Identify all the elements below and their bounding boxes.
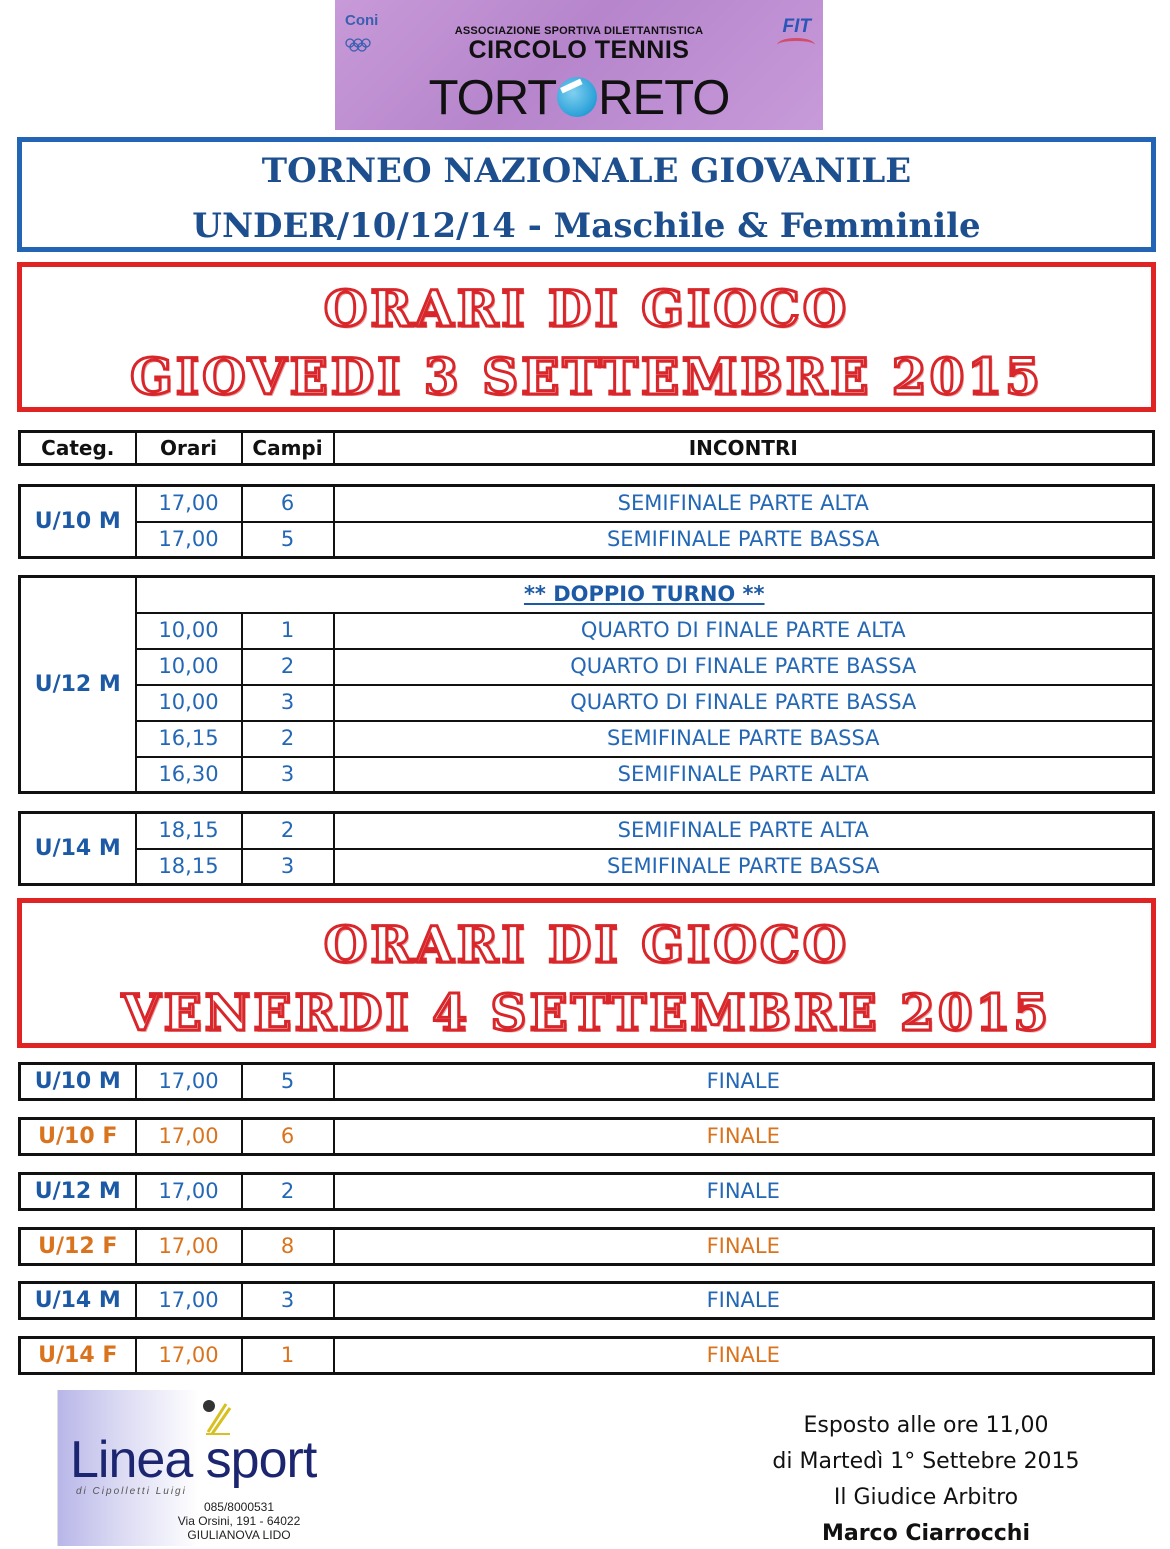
u12m-day1-table <box>18 575 1155 794</box>
court-cell: 2 <box>242 1174 334 1210</box>
posted-note <box>740 1410 1112 1549</box>
tennis-ball-icon <box>557 77 597 117</box>
category-cell: U/10 M <box>20 486 136 558</box>
tournament-title-box <box>17 137 1156 252</box>
day2-heading: ORARI DI GIOCO <box>323 915 850 974</box>
table-row <box>20 757 1154 793</box>
match-cell: QUARTO DI FINALE PARTE BASSA <box>334 685 1154 721</box>
table-row <box>20 1119 1154 1155</box>
category-cell: U/10 F <box>20 1119 136 1155</box>
town-name-right: RETO <box>598 71 730 125</box>
time-cell: 17,00 <box>136 1283 242 1319</box>
category-cell: U/12 M <box>20 1174 136 1210</box>
table-row <box>20 486 1154 522</box>
table-row <box>20 1174 1154 1210</box>
day1-heading: ORARI DI GIOCO <box>323 279 850 338</box>
category-cell: U/14 M <box>20 1283 136 1319</box>
time-cell: 18,15 <box>136 813 242 849</box>
time-cell: 17,00 <box>136 1174 242 1210</box>
court-cell: 8 <box>242 1229 334 1265</box>
u14m-day1-table <box>18 811 1155 886</box>
final-u14f-table <box>18 1336 1155 1375</box>
club-name: CIRCOLO TENNIS <box>468 36 690 64</box>
court-cell: 2 <box>242 721 334 757</box>
court-cell: 6 <box>242 486 334 522</box>
time-cell: 10,00 <box>136 649 242 685</box>
posted-line-3: Il Giudice Arbitro <box>833 1485 1019 1510</box>
category-cell: U/14 F <box>20 1338 136 1374</box>
time-cell: 10,00 <box>136 613 242 649</box>
category-cell: U/12 M <box>20 577 136 793</box>
referee-name: Marco Ciarrocchi <box>821 1521 1031 1546</box>
table-row <box>20 522 1154 558</box>
day2-heading-box <box>17 898 1156 1048</box>
court-cell: 3 <box>242 849 334 885</box>
match-cell: FINALE <box>334 1064 1154 1100</box>
table-row <box>20 1283 1154 1319</box>
time-cell: 17,00 <box>136 1338 242 1374</box>
table-row <box>20 613 1154 649</box>
final-u10f-table <box>18 1117 1155 1156</box>
association-label: ASSOCIAZIONE SPORTIVA DILETTANTISTICA <box>454 25 704 37</box>
posted-line-2: di Martedì 1° Settebre 2015 <box>772 1449 1080 1474</box>
category-cell: U/12 F <box>20 1229 136 1265</box>
court-cell: 1 <box>242 1338 334 1374</box>
match-cell: QUARTO DI FINALE PARTE BASSA <box>334 649 1154 685</box>
table-row <box>20 1064 1154 1100</box>
sponsor-city: GIULIANOVA LIDO <box>187 1528 291 1542</box>
table-row <box>20 1229 1154 1265</box>
time-cell: 17,00 <box>136 1229 242 1265</box>
day1-heading-box <box>17 262 1156 412</box>
sponsor-owner: di Cipolletti Luigi <box>76 1486 187 1497</box>
match-cell: FINALE <box>334 1338 1154 1374</box>
u10m-day1-table <box>18 484 1155 559</box>
town-name <box>335 70 823 126</box>
column-header-incontri: INCONTRI <box>334 432 1154 465</box>
final-u10m-table <box>18 1062 1155 1101</box>
time-cell: 16,15 <box>136 721 242 757</box>
club-logo <box>335 0 823 130</box>
sponsor-brand: Linea sport <box>70 1431 317 1489</box>
match-cell: FINALE <box>334 1119 1154 1155</box>
match-cell: SEMIFINALE PARTE BASSA <box>334 721 1154 757</box>
match-cell: SEMIFINALE PARTE BASSA <box>334 522 1154 558</box>
table-row <box>20 649 1154 685</box>
time-cell: 17,00 <box>136 522 242 558</box>
match-cell: FINALE <box>334 1283 1154 1319</box>
court-cell: 1 <box>242 613 334 649</box>
court-cell: 5 <box>242 522 334 558</box>
time-cell: 18,15 <box>136 849 242 885</box>
final-u12f-table <box>18 1227 1155 1266</box>
time-cell: 16,30 <box>136 757 242 793</box>
final-u12m-table <box>18 1172 1155 1211</box>
time-cell: 17,00 <box>136 1064 242 1100</box>
time-cell: 10,00 <box>136 685 242 721</box>
match-cell: FINALE <box>334 1174 1154 1210</box>
final-u14m-table <box>18 1281 1155 1320</box>
column-header-categ: Categ. <box>20 432 136 465</box>
coni-logo-text: Coni <box>345 12 379 29</box>
table-row <box>20 813 1154 849</box>
table-row <box>20 721 1154 757</box>
column-header-orari: Orari <box>136 432 242 465</box>
category-cell: U/14 M <box>20 813 136 885</box>
court-cell: 5 <box>242 1064 334 1100</box>
time-cell: 17,00 <box>136 486 242 522</box>
court-cell: 3 <box>242 685 334 721</box>
day1-date: GIOVEDI 3 SETTEMBRE 2015 <box>130 347 1043 406</box>
tournament-subtitle: UNDER/10/12/14 - Maschile & Femminile <box>192 206 981 246</box>
match-cell: SEMIFINALE PARTE ALTA <box>334 813 1154 849</box>
day2-date: VENERDI 4 SETTEMBRE 2015 <box>121 983 1052 1042</box>
court-cell: 3 <box>242 757 334 793</box>
match-cell: QUARTO DI FINALE PARTE ALTA <box>334 613 1154 649</box>
court-cell: 2 <box>242 813 334 849</box>
town-name-left: TORT <box>428 71 557 125</box>
match-cell: SEMIFINALE PARTE BASSA <box>334 849 1154 885</box>
sponsor-address: Via Orsini, 191 - 64022 <box>177 1514 301 1528</box>
tournament-title: TORNEO NAZIONALE GIOVANILE <box>261 151 912 191</box>
schedule-header <box>18 430 1155 466</box>
court-cell: 2 <box>242 649 334 685</box>
table-row <box>20 577 1154 613</box>
sponsor-logo <box>57 1390 370 1546</box>
table-row <box>20 849 1154 885</box>
table-row <box>20 685 1154 721</box>
doppio-turno-note: ** DOPPIO TURNO ** <box>136 577 1154 613</box>
fit-logo-text: FIT <box>782 16 811 37</box>
match-cell: SEMIFINALE PARTE ALTA <box>334 757 1154 793</box>
sponsor-phone: 085/8000531 <box>203 1500 275 1514</box>
match-cell: SEMIFINALE PARTE ALTA <box>334 486 1154 522</box>
category-cell: U/10 M <box>20 1064 136 1100</box>
posted-line-1: Esposto alle ore 11,00 <box>803 1413 1049 1438</box>
time-cell: 17,00 <box>136 1119 242 1155</box>
table-row <box>20 1338 1154 1374</box>
court-cell: 6 <box>242 1119 334 1155</box>
match-cell: FINALE <box>334 1229 1154 1265</box>
court-cell: 3 <box>242 1283 334 1319</box>
column-header-campi: Campi <box>242 432 334 465</box>
